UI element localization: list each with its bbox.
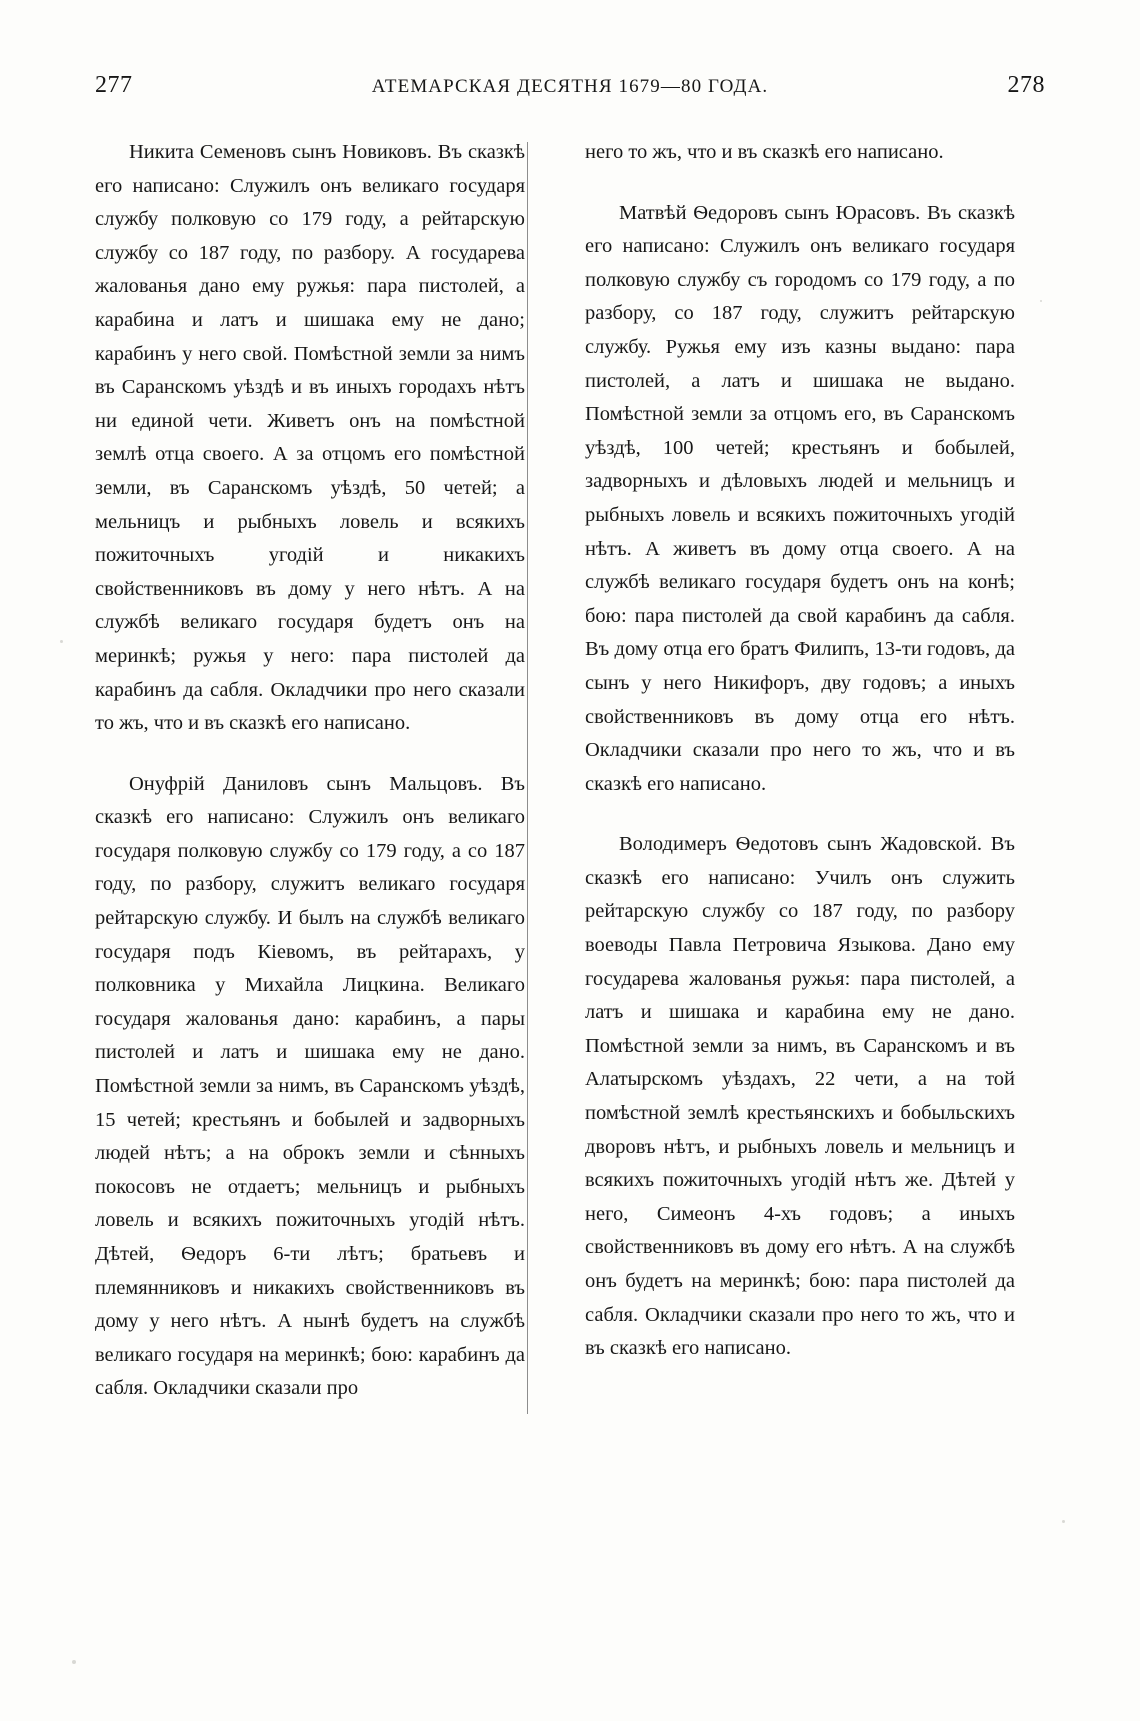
page-header bbox=[95, 72, 1045, 102]
page-speckle bbox=[60, 640, 63, 643]
page-speckle bbox=[1062, 1520, 1065, 1523]
paragraph: Матвѣй Ѳедоровъ сынъ Юрасовъ. Въ сказкѣ его написано: Служилъ онъ великаго государя полковую службу съ городомъ со 179 году, а по разбору, со 187 году, служитъ рейтарскую службу. Ружья ему изъ казны выдано: пара пистолей, а латъ и шишака не выдано. Помѣстной земли за отцомъ его, въ Саранскомъ уѣздѣ, 100 четей; крестьянъ и бобылей, задворныхъ и дѣловыхъ людей и мельницъ и рыбныхъ ловель и всякихъ пожиточныхъ угодій нѣтъ. А живетъ въ дому отца своего. А на службѣ великаго государя будетъ онъ на конѣ; бою: пара пистолей да свой карабинъ да сабля. Въ дому отца его братъ Филипъ, 13-ти годовъ, да сынъ у него Никифоръ, дву годовъ; а иныхъ свойственниковъ въ дому отца его нѣтъ. Окладчики сказали про него то жъ, что и въ сказкѣ его написано. bbox=[585, 201, 1015, 795]
running-title: АТЕМАРСКАЯ ДЕСЯТНЯ 1679—80 ГОДА. bbox=[371, 76, 769, 97]
paragraph: Онуфрій Даниловъ сынъ Мальцовъ. Въ сказкѣ его написано: Служилъ онъ великаго государя полковую службу со 179 году, а со 187 году, по разбору, служитъ великаго государя рейтарскую службу. И былъ на службѣ великаго государя подъ Кіевомъ, въ рейтарахъ, у полковника у Михайла Лицкина. Великаго государя жалованья дано: карабинъ, а пары пистолей и латъ и шишака ему не дано. Помѣстной земли за нимъ, въ Саранскомъ уѣздѣ, 15 четей; крестьянъ и бобылей и задворныхъ людей нѣтъ; а на оброкъ земли и сѣнныхъ покосовъ не отдаетъ; мельницъ и рыбныхъ ловель и всякихъ пожиточныхъ угодій нѣтъ. Дѣтей, Ѳедоръ 6-ти лѣтъ; братьевъ и племянниковъ и никакихъ свойственниковъ въ дому у него нѣтъ. А нынѣ будетъ на службѣ великаго государя на меринкѣ; бою: карабинъ да сабля. Окладчики сказали про bbox=[95, 772, 525, 1400]
page-speckle bbox=[1040, 300, 1042, 302]
left-column bbox=[95, 136, 547, 1406]
paragraph: него то жъ, что и въ сказкѣ его написано. bbox=[585, 141, 944, 163]
folio-number-right: 278 bbox=[1007, 72, 1045, 98]
page-speckle bbox=[72, 1660, 76, 1664]
paragraph: Никита Семеновъ сынъ Новиковъ. Въ сказкѣ его написано: Служилъ онъ великаго государя службу полковую со 179 году, а рейтарскую службу со 187 году, по разбору. А государева жалованья дано ему ружья: пара пистолей, а карабина и латъ и шишака ему не дано; карабинъ у него свой. Помѣстной земли за нимъ въ Саранскомъ уѣздѣ и въ иныхъ городахъ нѣтъ ни единой чети. Живетъ онъ на помѣстной землѣ отца своего. А за отцомъ его помѣстной земли, въ Саранскомъ уѣздѣ, 50 четей; а мельницъ и рыбныхъ ловель и всякихъ пожиточныхъ угодій и никакихъ свойственниковъ въ дому у него нѣтъ. А на службѣ великаго государя будетъ онъ на меринкѣ; ружья у него: пара пистолей да карабинъ да сабля. Окладчики про него сказали то жъ, что и въ сказкѣ его написано. bbox=[95, 141, 525, 735]
right-column bbox=[547, 136, 1015, 1406]
paragraph: Володимеръ Ѳедотовъ сынъ Жадовской. Въ сказкѣ его написано: Училъ онъ служить рейтарскую службу со 187 году, по разбору воеводы Павла Петровича Языкова. Дано ему государева жалованья ружья: пара пистолей, а латъ и шишака и карабина ему не дано. Помѣстной земли за нимъ, въ Саранскомъ и въ Алатырскомъ уѣздахъ, 22 чети, а на той помѣстной землѣ крестьянскихъ и бобыльскихъ дворовъ нѣтъ, и рыбныхъ ловель и мельницъ и всякихъ пожиточныхъ угодій нѣтъ же. Дѣтей у него, Симеонъ 4-хъ годовъ; а иныхъ свойственниковъ въ дому его нѣтъ. А на службѣ онъ будетъ на меринкѣ; бою: пара пистолей да сабля. Окладчики сказали про него то жъ, что и въ сказкѣ его написано. bbox=[585, 833, 1015, 1360]
folio-number-left: 277 bbox=[95, 72, 133, 98]
text-body bbox=[95, 136, 1045, 1406]
